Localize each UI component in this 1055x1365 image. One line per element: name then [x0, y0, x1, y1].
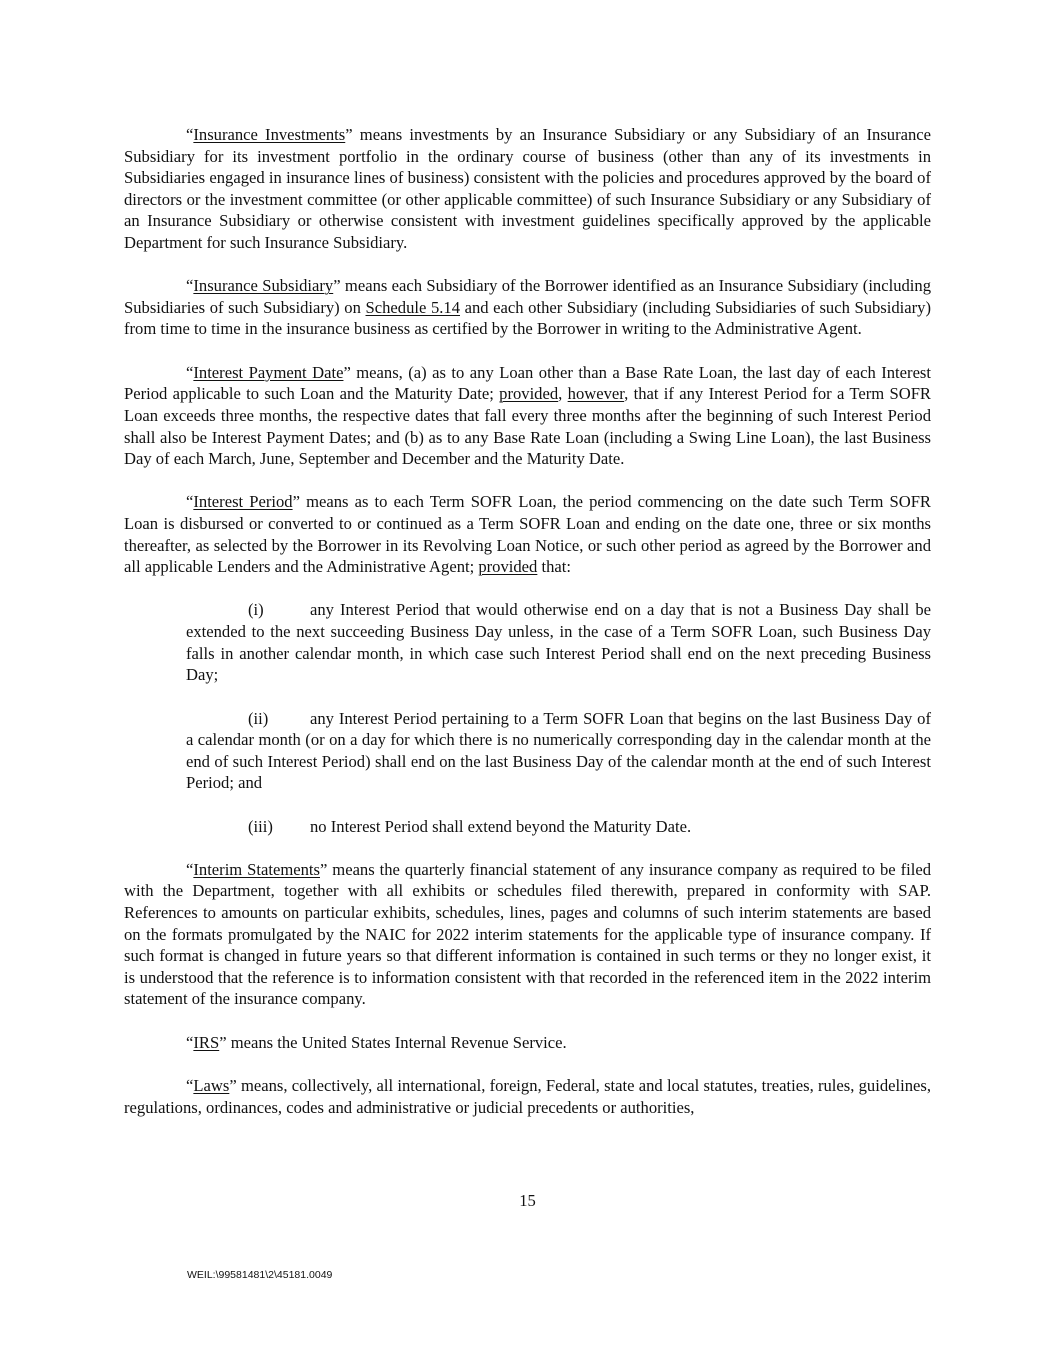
defined-term: Laws: [193, 1075, 230, 1095]
schedule-reference: Schedule 5.14: [365, 297, 460, 317]
definition-insurance-subsidiary: “Insurance Subsidiary” means each Subsidiary of the Borrower identified as an Insurance Subsidiary (including Subsidiaries of such Subsidiary) on Schedule 5.14 and each other Subsidiary (including Subsidiaries of such Subsidiary) from time to time in the insurance business as certified by the Borrower in writing to the Administrative Agent.: [124, 276, 931, 339]
defined-term: Interim Statements: [193, 859, 320, 879]
defined-term: Insurance Subsidiary: [193, 276, 334, 296]
defined-term: Insurance Investments: [193, 125, 346, 144]
defined-term: Interest Period: [193, 492, 293, 512]
definition-insurance-investments: “Insurance Investments” means investments by an Insurance Subsidiary or any Subsidiary of an Insurance Subsidiary for its investment portfolio in the ordinary course of business (other than any of its investments in Subsidiaries engaged in insurance lines of business) consistent with the policies and procedures approved by the board of directors or the investment committee (or other applicable committee) of such Insurance Subsidiary or any Subsidiary of an Insurance Subsidiary or otherwise consistent with investment guidelines specifically approved by the applicable Department for such Insurance Subsidiary.: [124, 125, 931, 252]
definition-text: ” means, collectively, all international, foreign, Federal, state and local statutes, treaties, rules, guidelines, regulations, ordinances, codes and administrative or judicial precedents or authorities,: [124, 1075, 931, 1117]
clause-number: (i): [248, 600, 264, 620]
definition-interest-period: “Interest Period” means as to each Term SOFR Loan, the period commencing on the date such Term SOFR Loan is disbursed or converted to or continued as a Term SOFR Loan and ending on the date one, three or six months thereafter, as selected by the Borrower in its Revolving Loan Notice, or such other period as agreed by the Borrower and all applicable Lenders and the Administrative Agent; provided that:: [124, 492, 931, 577]
provided-keyword: provided: [499, 384, 559, 404]
definition-text: ” means the quarterly financial statement of any insurance company as required to be filed with the Department, together with all exhibits or schedules filed therewith, prepared in conformity with SAP. References to amounts on particular exhibits, schedules, lines, pages and columns of such interim statements are based on the formats promulgated by the NAIC for 2022 interim statements for the applicable type of insurance company. If such format is changed in future years so that different information is contained in such terms or they no longer exist, it is understood that the reference is to information consistent with that recorded in the referenced item in the 2022 interim statement of the insurance company.: [124, 859, 931, 1009]
however-keyword: however: [567, 384, 625, 404]
clause-text: no Interest Period shall extend beyond the Maturity Date.: [310, 816, 692, 836]
definition-text: , that if any Interest Period for a Term SOFR Loan exceeds three months, the respective dates that fall every three months after the beginning of such Interest Period shall also be Interest Payment Dates; and (b) as to any Base Rate Loan (including a Swing Line Loan), the last Business Day of each March, June, September and December and the Maturity Date.: [124, 384, 931, 469]
clause-number: (iii): [248, 816, 273, 836]
definition-irs: “IRS” means the United States Internal Revenue Service.: [186, 1032, 567, 1052]
definition-text: ” means, (a) as to any Loan other than a Base Rate Loan, the last day of each Interest Period applicable to such Loan and the Maturity Date;: [124, 362, 931, 404]
provided-keyword: provided: [478, 557, 538, 577]
definition-text: that:: [537, 557, 572, 577]
definition-interim-statements: “Interim Statements” means the quarterly financial statement of any insurance company as required to be filed with the Department, together with all exhibits or schedules filed therewith, prepared in conformity with SAP. References to amounts on particular exhibits, schedules, lines, pages and columns of such interim statements are based on the formats promulgated by the NAIC for 2022 interim statements for the applicable type of insurance company. If such format is changed in future years so that different information is contained in such terms or they no longer exist, it is understood that the reference is to information consistent with that recorded in the referenced item in the 2022 interim statement of the insurance company.: [124, 859, 931, 1009]
definition-text: ” means the United States Internal Revenue Service.: [219, 1032, 567, 1052]
definition-text: ” means investments by an Insurance Subsidiary or any Subsidiary of an Insurance Subsidiary for its investment portfolio in the ordinary course of business (other than any of its investments in Subsidiaries engaged in insurance lines of business) consistent with the policies and procedures approved by the board of directors or the investment committee (or other applicable committee) of such Insurance Subsidiary or any Subsidiary of an Insurance Subsidiary or otherwise consistent with investment guidelines specifically approved by the applicable Department for such Insurance Subsidiary.: [124, 125, 931, 252]
defined-term: Interest Payment Date: [193, 362, 344, 382]
clause-text: any Interest Period that would otherwise end on a day that is not a Business Day shall be extended to the next succeeding Business Day unless, in the case of a Term SOFR Loan, such Business Day falls in another calendar month, in which case such Interest Period shall end on the next preceding Business Day;: [186, 600, 931, 685]
document-page: [124, 124, 931, 1118]
definition-laws: “Laws” means, collectively, all international, foreign, Federal, state and local statutes, treaties, rules, guidelines, regulations, ordinances, codes and administrative or judicial precedents or authorities,: [124, 1075, 931, 1117]
definition-text: and each other Subsidiary (including Subsidiaries of such Subsidiary) from time to time in the insurance business as certified by the Borrower in writing to the Administrative Agent.: [124, 297, 931, 339]
definition-text: ” means each Subsidiary of the Borrower identified as an Insurance Subsidiary (including Subsidiaries of such Subsidiary) on: [124, 276, 931, 317]
document-id: WEIL:\99581481\2\45181.0049: [187, 1269, 333, 1281]
interest-period-clause-i: [186, 599, 931, 685]
clause-number: (ii): [248, 708, 269, 728]
clause-text: any Interest Period pertaining to a Term SOFR Loan that begins on the last Business Day of a calendar month (or on a day for which there is no numerically corresponding day in the calendar month at the end of such Interest Period) shall end on the last Business Day of the calendar month at the end of such Interest Period; and: [186, 708, 931, 793]
interest-period-clause-ii: [186, 708, 931, 794]
definition-text: ” means as to each Term SOFR Loan, the period commencing on the date such Term SOFR Loan is disbursed or converted to or continued as a Term SOFR Loan and ending on the date one, three or six months thereafter, as selected by the Borrower in its Revolving Loan Notice, or such other period as agreed by the Borrower and all applicable Lenders and the Administrative Agent;: [124, 492, 931, 577]
page-number: 15: [519, 1191, 536, 1210]
defined-term: IRS: [193, 1032, 220, 1052]
definition-interest-payment-date: “Interest Payment Date” means, (a) as to any Loan other than a Base Rate Loan, the last day of each Interest Period applicable to such Loan and the Maturity Date; provided, however, that if any Interest Period for a Term SOFR Loan exceeds three months, the respective dates that fall every three months after the beginning of such Interest Period shall also be Interest Payment Dates; and (b) as to any Base Rate Loan (including a Swing Line Loan), the last Business Day of each March, June, September and December and the Maturity Date.: [124, 362, 931, 469]
interest-period-clause-iii: [186, 816, 931, 838]
